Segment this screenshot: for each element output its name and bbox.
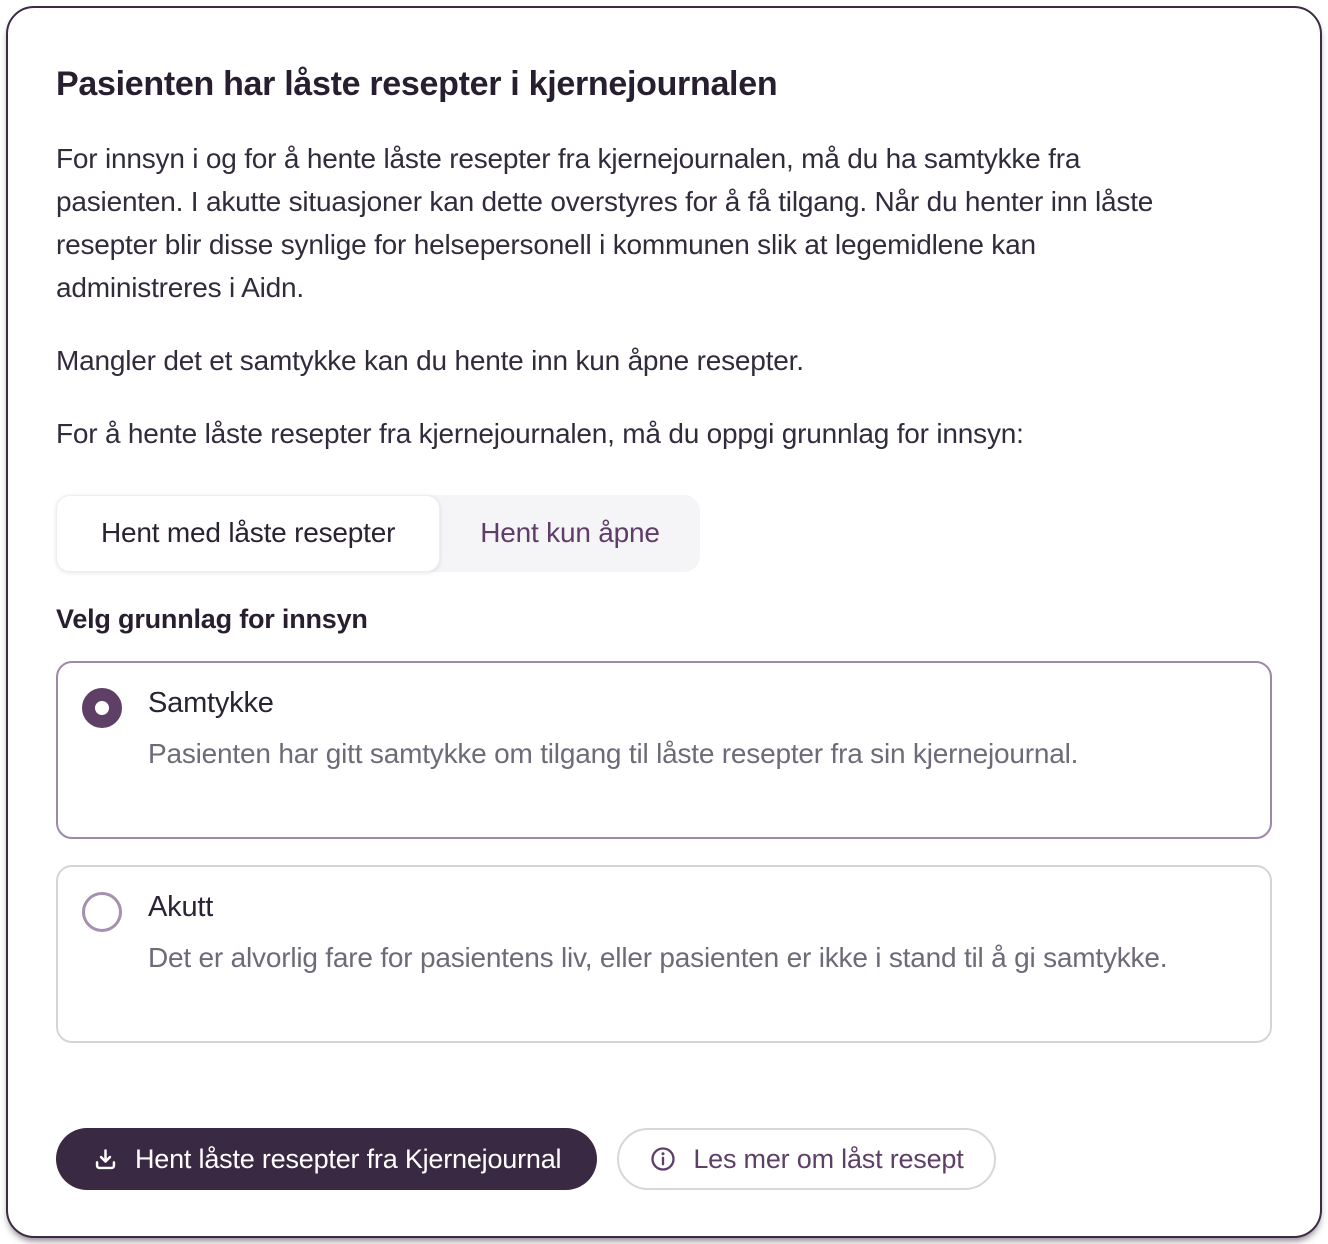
- dialog-footer: [56, 1128, 996, 1190]
- grounds-instruction-paragraph: For å hente låste resepter fra kjernejournalen, må du oppgi grunnlag for innsyn:: [56, 417, 1024, 449]
- option-samtykke-description: Pasienten har gitt samtykke om tilgang til låste resepter fra sin kjernejournal.: [148, 737, 1079, 769]
- option-akutt[interactable]: [56, 865, 1272, 1043]
- fetch-locked-prescriptions-label: Hent låste resepter fra Kjernejournal: [135, 1143, 562, 1174]
- radio-unselected-icon[interactable]: [82, 892, 122, 932]
- dialog-title: Pasienten har låste resepter i kjernejournalen: [56, 65, 778, 103]
- locked-prescriptions-dialog: [6, 6, 1322, 1238]
- missing-consent-paragraph: Mangler det et samtykke kan du hente inn kun åpne resepter.: [56, 344, 804, 376]
- option-samtykke-label: Samtykke: [148, 686, 274, 719]
- option-samtykke-text: [148, 685, 1078, 776]
- option-akutt-text: [148, 889, 1167, 980]
- option-akutt-label: Akutt: [148, 890, 214, 923]
- fetch-mode-tabs: [56, 495, 700, 572]
- option-samtykke[interactable]: [56, 661, 1272, 839]
- intro-paragraph: For innsyn i og for å hente låste resepter fra kjernejournalen, må du ha samtykke fra pasienten. I akutte situasjoner kan dette overstyres for å få tilgang. Når du henter inn låste resepter blir disse synlige for helsepersonell i kommunen slik at legemidlene kan administreres i Aidn.: [56, 142, 1154, 303]
- radio-selected-icon[interactable]: [82, 688, 122, 728]
- tab-hent-kun-apne[interactable]: Hent kun åpne: [480, 517, 660, 549]
- option-akutt-description: Det er alvorlig fare for pasientens liv, eller pasienten er ikke i stand til å gi samtykke.: [148, 941, 1168, 973]
- fetch-locked-prescriptions-button[interactable]: [56, 1128, 597, 1190]
- tab-hent-med-laste-resepter[interactable]: Hent med låste resepter: [56, 495, 440, 572]
- info-icon: [649, 1145, 677, 1173]
- download-icon: [92, 1146, 119, 1173]
- grounds-heading: Velg grunnlag for innsyn: [56, 603, 368, 634]
- read-more-button[interactable]: [617, 1128, 995, 1190]
- read-more-label: Les mer om låst resept: [693, 1143, 964, 1174]
